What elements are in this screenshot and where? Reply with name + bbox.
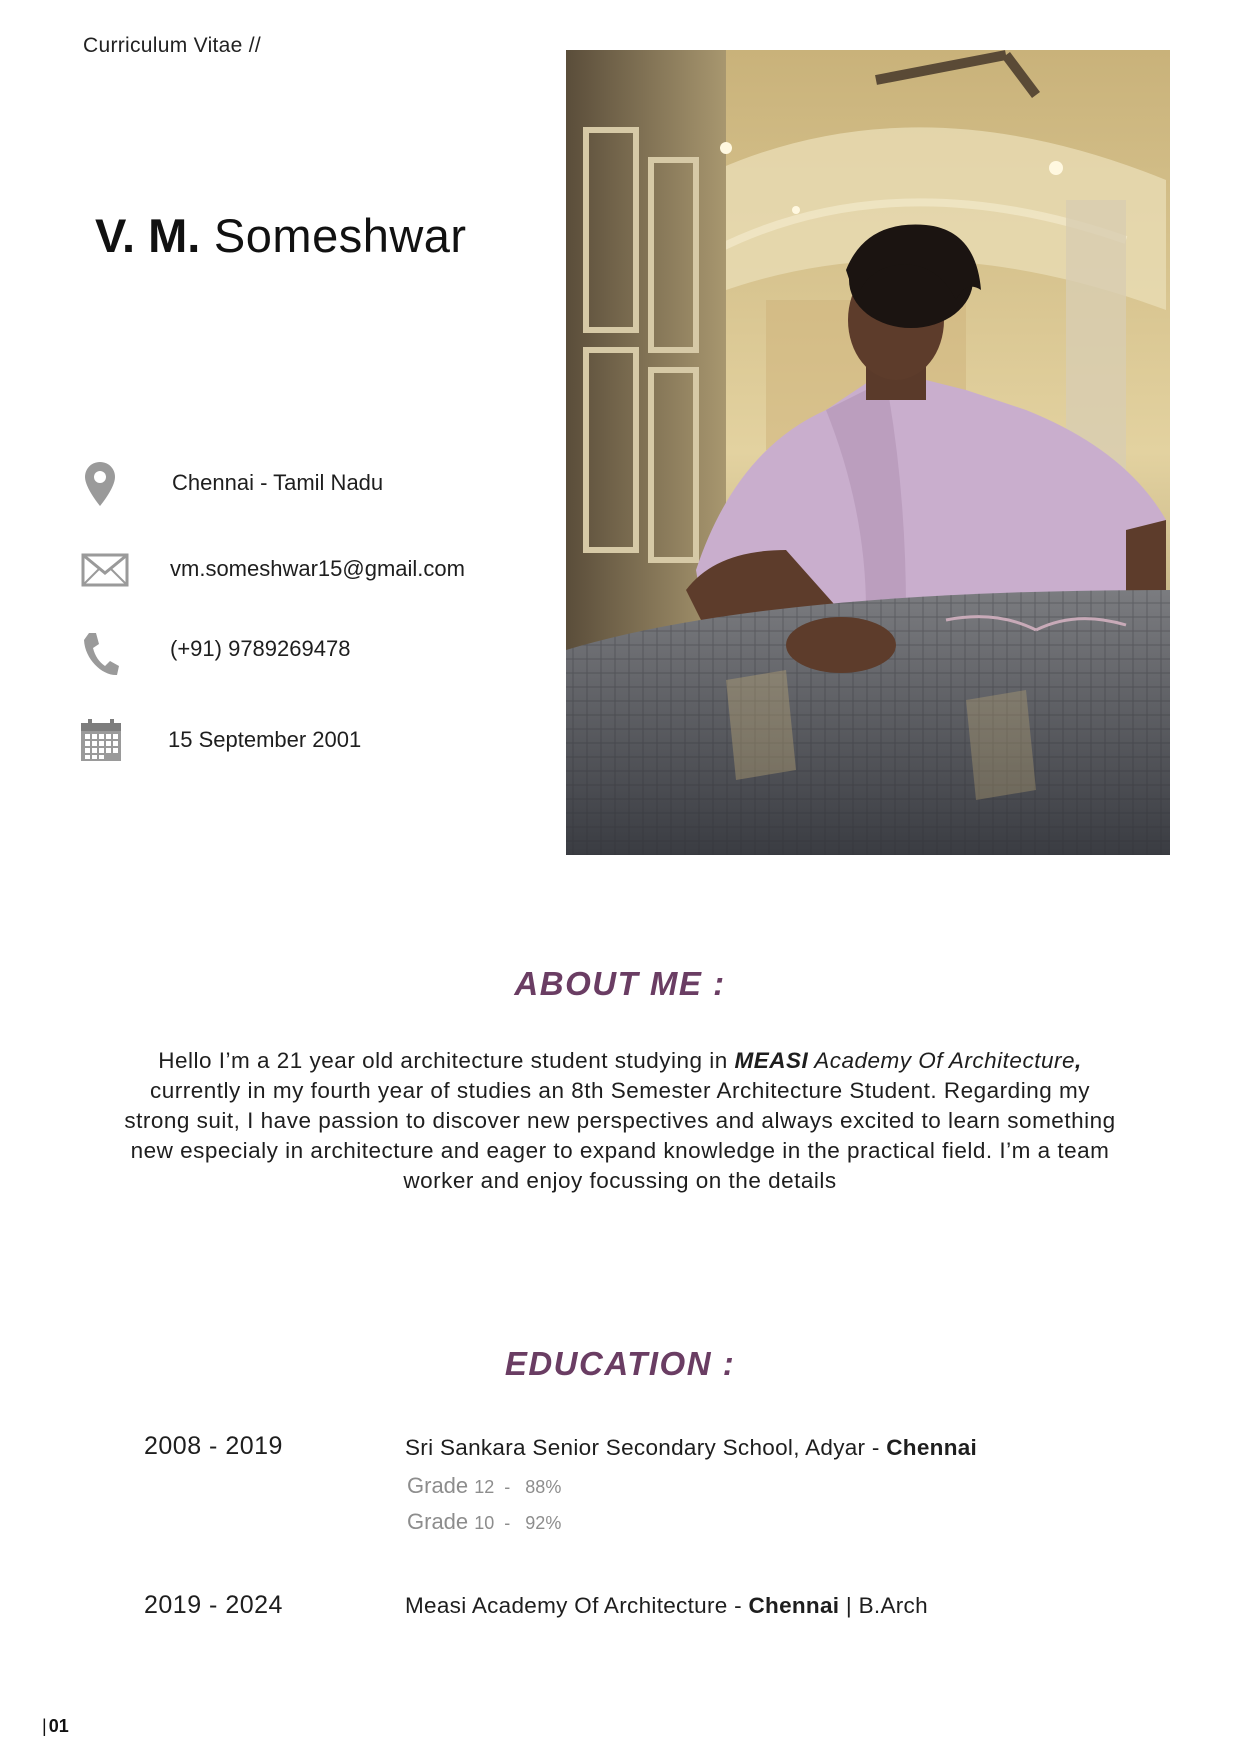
education-institution [405,1593,928,1619]
phone-text: (+91) 9789269478 [170,636,351,661]
about-section-title: ABOUT ME : [514,965,726,1002]
grade-row [407,1509,561,1535]
about-comma: , [1074,1048,1082,1073]
institution-suffix: | B.Arch [839,1593,928,1618]
grade-separator: - [494,1477,526,1497]
institution-city: Chennai [748,1593,840,1618]
about-paragraph [120,1046,1120,1196]
education-years: 2019 - 2024 [144,1591,283,1619]
school-name-italic: Academy Of Architecture [808,1048,1075,1073]
profile-photo [566,50,1170,855]
grade-row [407,1473,561,1499]
education-section-title: EDUCATION : [504,1345,736,1382]
name-initials: V. M. [95,209,201,262]
education-institution [405,1435,977,1461]
envelope-icon [81,553,129,587]
email-link[interactable]: vm.someshwar15@gmail.com [170,556,465,581]
grade-score: 88% [525,1477,562,1497]
map-pin-icon [83,460,117,508]
page-number-value: 01 [48,1716,69,1736]
calendar-icon [80,718,122,762]
document-header-label: Curriculum Vitae // [83,34,262,57]
phone-icon [81,630,121,678]
institution-name: Measi Academy Of Architecture - [405,1593,749,1618]
institution-city: Chennai [886,1435,978,1460]
about-text-body: currently in my fourth year of studies an 8th Semester Architecture Student. Regarding my strong suit, I have passion to discover new perspectives and always excited to learn something new especialy in architecture and eager to expand knowledge in the practical field. I’m a team worker and enjoy focussing on the details [124,1078,1116,1193]
grade-level: 10 [474,1513,495,1533]
page-number [42,1716,69,1737]
about-text-intro: Hello I’m a 21 year old architecture student studying in [158,1048,735,1073]
name-surname: Someshwar [200,209,467,262]
location-text: Chennai - Tamil Nadu [172,470,384,495]
school-name-bold: MEASI [734,1048,809,1073]
grade-label: Grade [407,1473,475,1498]
candidate-name [95,208,467,263]
page-number-bar: | [42,1716,47,1736]
grade-separator: - [494,1513,526,1533]
dob-text: 15 September 2001 [168,727,362,752]
education-years: 2008 - 2019 [144,1432,283,1460]
grade-score: 92% [525,1513,562,1533]
grade-level: 12 [474,1477,495,1497]
institution-name: Sri Sankara Senior Secondary School, Adyar - [405,1435,887,1460]
grade-label: Grade [407,1509,475,1534]
